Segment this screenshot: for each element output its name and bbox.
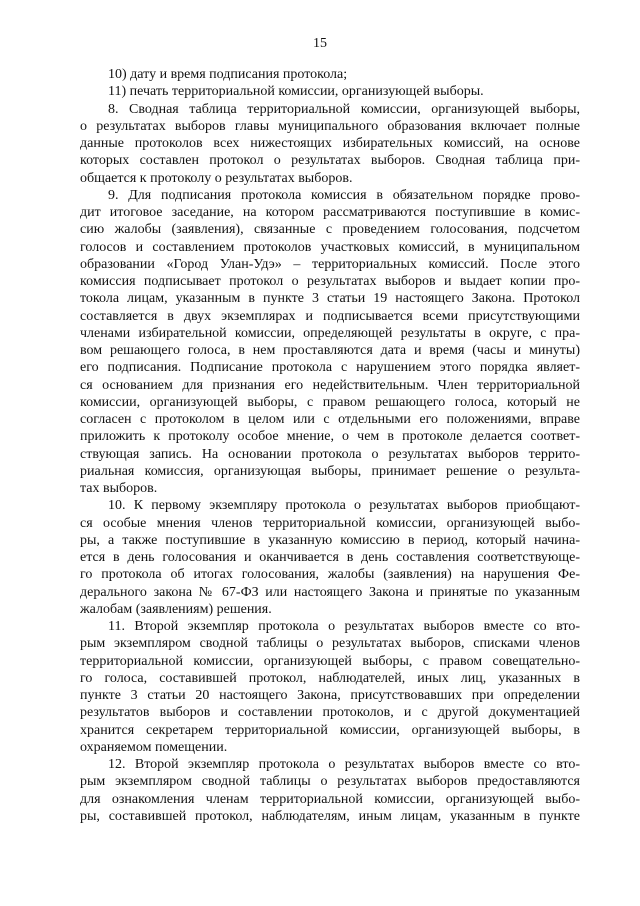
text-line: 10. К первому экземпляру протокола о результатах выборов приобщают-	[108, 498, 580, 514]
text-line: ры, составившей протокол, наблюдателям, иным лицам, указанным в пункте	[80, 808, 580, 824]
text-line: го голоса, составившей протокол, наблюдателей, иных лиц, указанных в	[80, 670, 580, 686]
text-line: риальная комиссия, организующая выборы, принимает решение о результа-	[80, 463, 580, 479]
text-line: пункте 3 статьи 20 настоящего Закона, присутствовавших при определении	[80, 688, 580, 703]
text-line: 8. Сводная таблица территориальной комиссии, организующей выборы,	[108, 101, 580, 117]
text-line: ся основанием для признания его недействительным. Член территориальной	[80, 377, 580, 393]
text-line: образовании «Город Улан-Удэ» – территориальных комиссий. После этого	[80, 256, 580, 272]
text-line: ры, а также поступившие в указанную комиссию в период, который начина-	[80, 532, 580, 548]
text-line: го протокола об итогах голосования, жалобы (заявления) на нарушения Фе-	[80, 567, 580, 583]
text-line: 11. Второй экземпляр протокола о результатах выборов вместе со вто-	[108, 619, 580, 634]
text-line: составляется в двух экземплярах и подписывается всеми присутствующими	[80, 308, 580, 324]
text-line: о результатах выборов главы муниципального образования включает полные	[80, 118, 580, 134]
text-line: охраняемом помещении.	[80, 739, 228, 755]
text-line: приложить к протоколу особое мнение, о чем в протоколе делается соответ-	[80, 429, 580, 445]
document-body	[80, 66, 580, 825]
text-line: 12. Второй экземпляр протокола о результатах выборов вместе со вто-	[108, 757, 580, 772]
text-line: территориальной комиссии, организующей выборы, с правом совещательно-	[80, 653, 580, 669]
text-line: согласен с протоколом в целом или с отдельными его положениями, вправе	[80, 412, 580, 427]
text-line: рым экземпляром сводной таблицы о результатах выборов предоставляются	[80, 774, 580, 790]
text-line: комиссии, организующей выборы, с правом решающего голоса, который не	[80, 394, 580, 410]
text-line: которых составлен протокол о результатах выборов. Сводная таблица при-	[80, 153, 580, 169]
text-line: 10) дату и время подписания протокола;	[108, 67, 348, 82]
text-line: дит итоговое заседание, на котором рассматриваются поступившие в комис-	[80, 205, 580, 220]
text-line: данные протоколов всех нижестоящих избирательных комиссий, на основе	[80, 136, 580, 151]
text-line: для ознакомления членам территориальной комиссии, организующей выбо-	[80, 791, 580, 807]
text-line: голосов и составлением протоколов участковых комиссий, в муниципальном	[80, 239, 580, 255]
text-line: ется в день голосования и оканчивается в день составления соответствующе-	[80, 550, 580, 565]
page-number: 15	[313, 36, 327, 51]
text-line: жалобам (заявлениям) решения.	[80, 601, 272, 617]
text-line: членами избирательной комиссии, определяющей результаты в округе, с пра-	[80, 325, 580, 341]
text-line: результатов выборов и составлении протоколов, и с другой документацией	[80, 705, 580, 721]
text-line: дерального закона № 67-ФЗ или настоящего Закона и принятые по указанным	[80, 584, 580, 600]
text-line: ся особые мнения членов территориальной комиссии, организующей выбо-	[80, 515, 580, 531]
text-line: комиссия подписывает протокол о результатах выборов и выдает копии про-	[80, 274, 580, 289]
text-line: 11) печать территориальной комиссии, организующей выборы.	[108, 84, 484, 100]
text-line: ствующая запись. На основании протокола о результатах выборов террито-	[80, 446, 580, 462]
text-line: вом решающего голоса, в нем проставляются дата и время (часы и минуты)	[80, 343, 580, 358]
text-line: рым экземпляром сводной таблицы о результатах выборов, списками членов	[80, 636, 580, 652]
text-line: хранится секретарем территориальной комиссии, организующей выборы, в	[80, 722, 580, 738]
text-line: его подписания. Подписание протокола с нарушением этого порядка являет-	[80, 360, 580, 376]
text-line: токола лицам, указанным в пункте 3 статьи 19 настоящего Закона. Протокол	[80, 291, 580, 307]
text-line: тах выборов.	[80, 481, 158, 496]
text-line: общается к протоколу о результатах выборов.	[80, 170, 353, 186]
text-line: сию жалобы (заявления), связанные с проведением голосования, подсчетом	[80, 222, 580, 238]
text-line: 9. Для подписания протокола комиссия в обязательном порядке прово-	[108, 187, 580, 203]
